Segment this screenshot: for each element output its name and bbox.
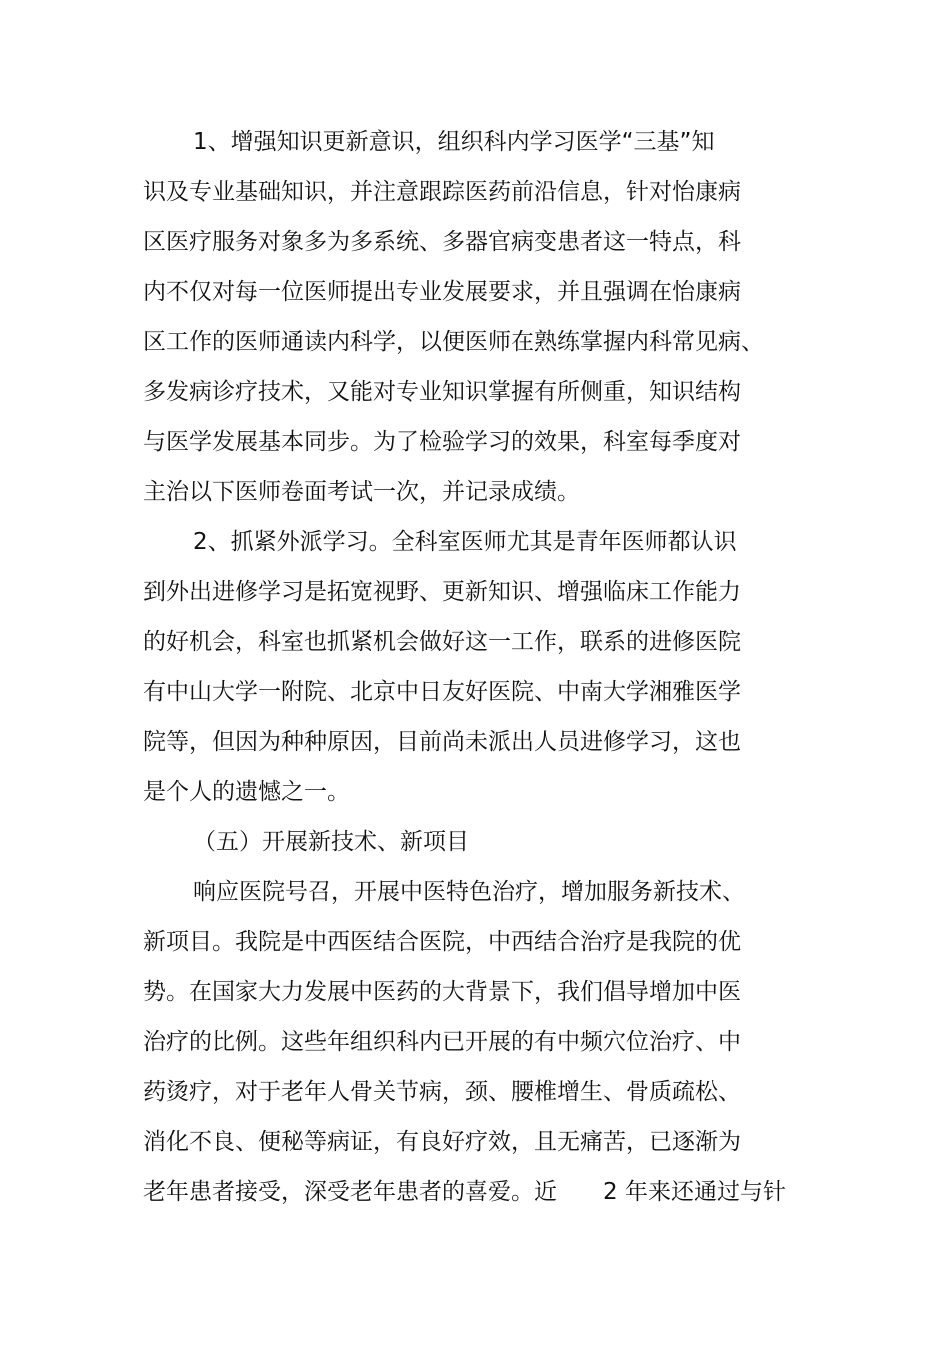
line-text-end: 2 年来还通过与针	[603, 1179, 786, 1205]
paragraph-line: 新项目。我院是中西医结合医院，中西结合治疗是我院的优	[143, 929, 741, 955]
paragraph-line: 药烫疗，对于老年人骨关节病，颈、腰椎增生、骨质疏松、	[143, 1079, 741, 1105]
paragraph-line: 1、增强知识更新意识，组织科内学习医学“三基”知	[193, 129, 715, 155]
paragraph-line: 治疗的比例。这些年组织科内已开展的有中频穴位治疗、中	[143, 1029, 741, 1055]
paragraph-line: 与医学发展基本同步。为了检验学习的效果，科室每季度对	[143, 429, 741, 455]
paragraph-line: 是个人的遗憾之一。	[143, 779, 350, 805]
paragraph-line: 到外出进修学习是拓宽视野、更新知识、增强临床工作能力	[143, 579, 741, 605]
paragraph-line: 势。在国家大力发展中医药的大背景下，我们倡导增加中医	[143, 979, 741, 1005]
section-heading: （五）开展新技术、新项目	[193, 829, 469, 855]
paragraph-line: 响应医院号召，开展中医特色治疗，增加服务新技术、	[193, 879, 745, 905]
line-text-start: 老年患者接受，深受老年患者的喜爱。近	[143, 1179, 557, 1205]
paragraph-line: 主治以下医师卷面考试一次，并记录成绩。	[143, 479, 580, 505]
paragraph-line: 院等，但因为种种原因，目前尚未派出人员进修学习，这也	[143, 729, 741, 755]
paragraph-line: 消化不良、便秘等病证，有良好疗效，且无痛苦，已逐渐为	[143, 1129, 741, 1155]
paragraph-line: 2、抓紧外派学习。全科室医师尤其是青年医师都认识	[193, 529, 737, 555]
paragraph-line: 区医疗服务对象多为多系统、多器官病变患者这一特点，科	[143, 229, 741, 255]
paragraph-line	[143, 1172, 786, 1212]
paragraph-line: 识及专业基础知识，并注意跟踪医药前沿信息，针对怡康病	[143, 179, 741, 205]
paragraph-line: 有中山大学一附院、北京中日友好医院、中南大学湘雅医学	[143, 679, 741, 705]
paragraph-line: 的好机会，科室也抓紧机会做好这一工作，联系的进修医院	[143, 629, 741, 655]
paragraph-line: 多发病诊疗技术，又能对专业知识掌握有所侧重，知识结构	[143, 379, 741, 405]
paragraph-line: 内不仅对每一位医师提出专业发展要求，并且强调在怡康病	[143, 279, 741, 305]
paragraph-line: 区工作的医师通读内科学，以便医师在熟练掌握内科常见病、	[143, 329, 764, 355]
